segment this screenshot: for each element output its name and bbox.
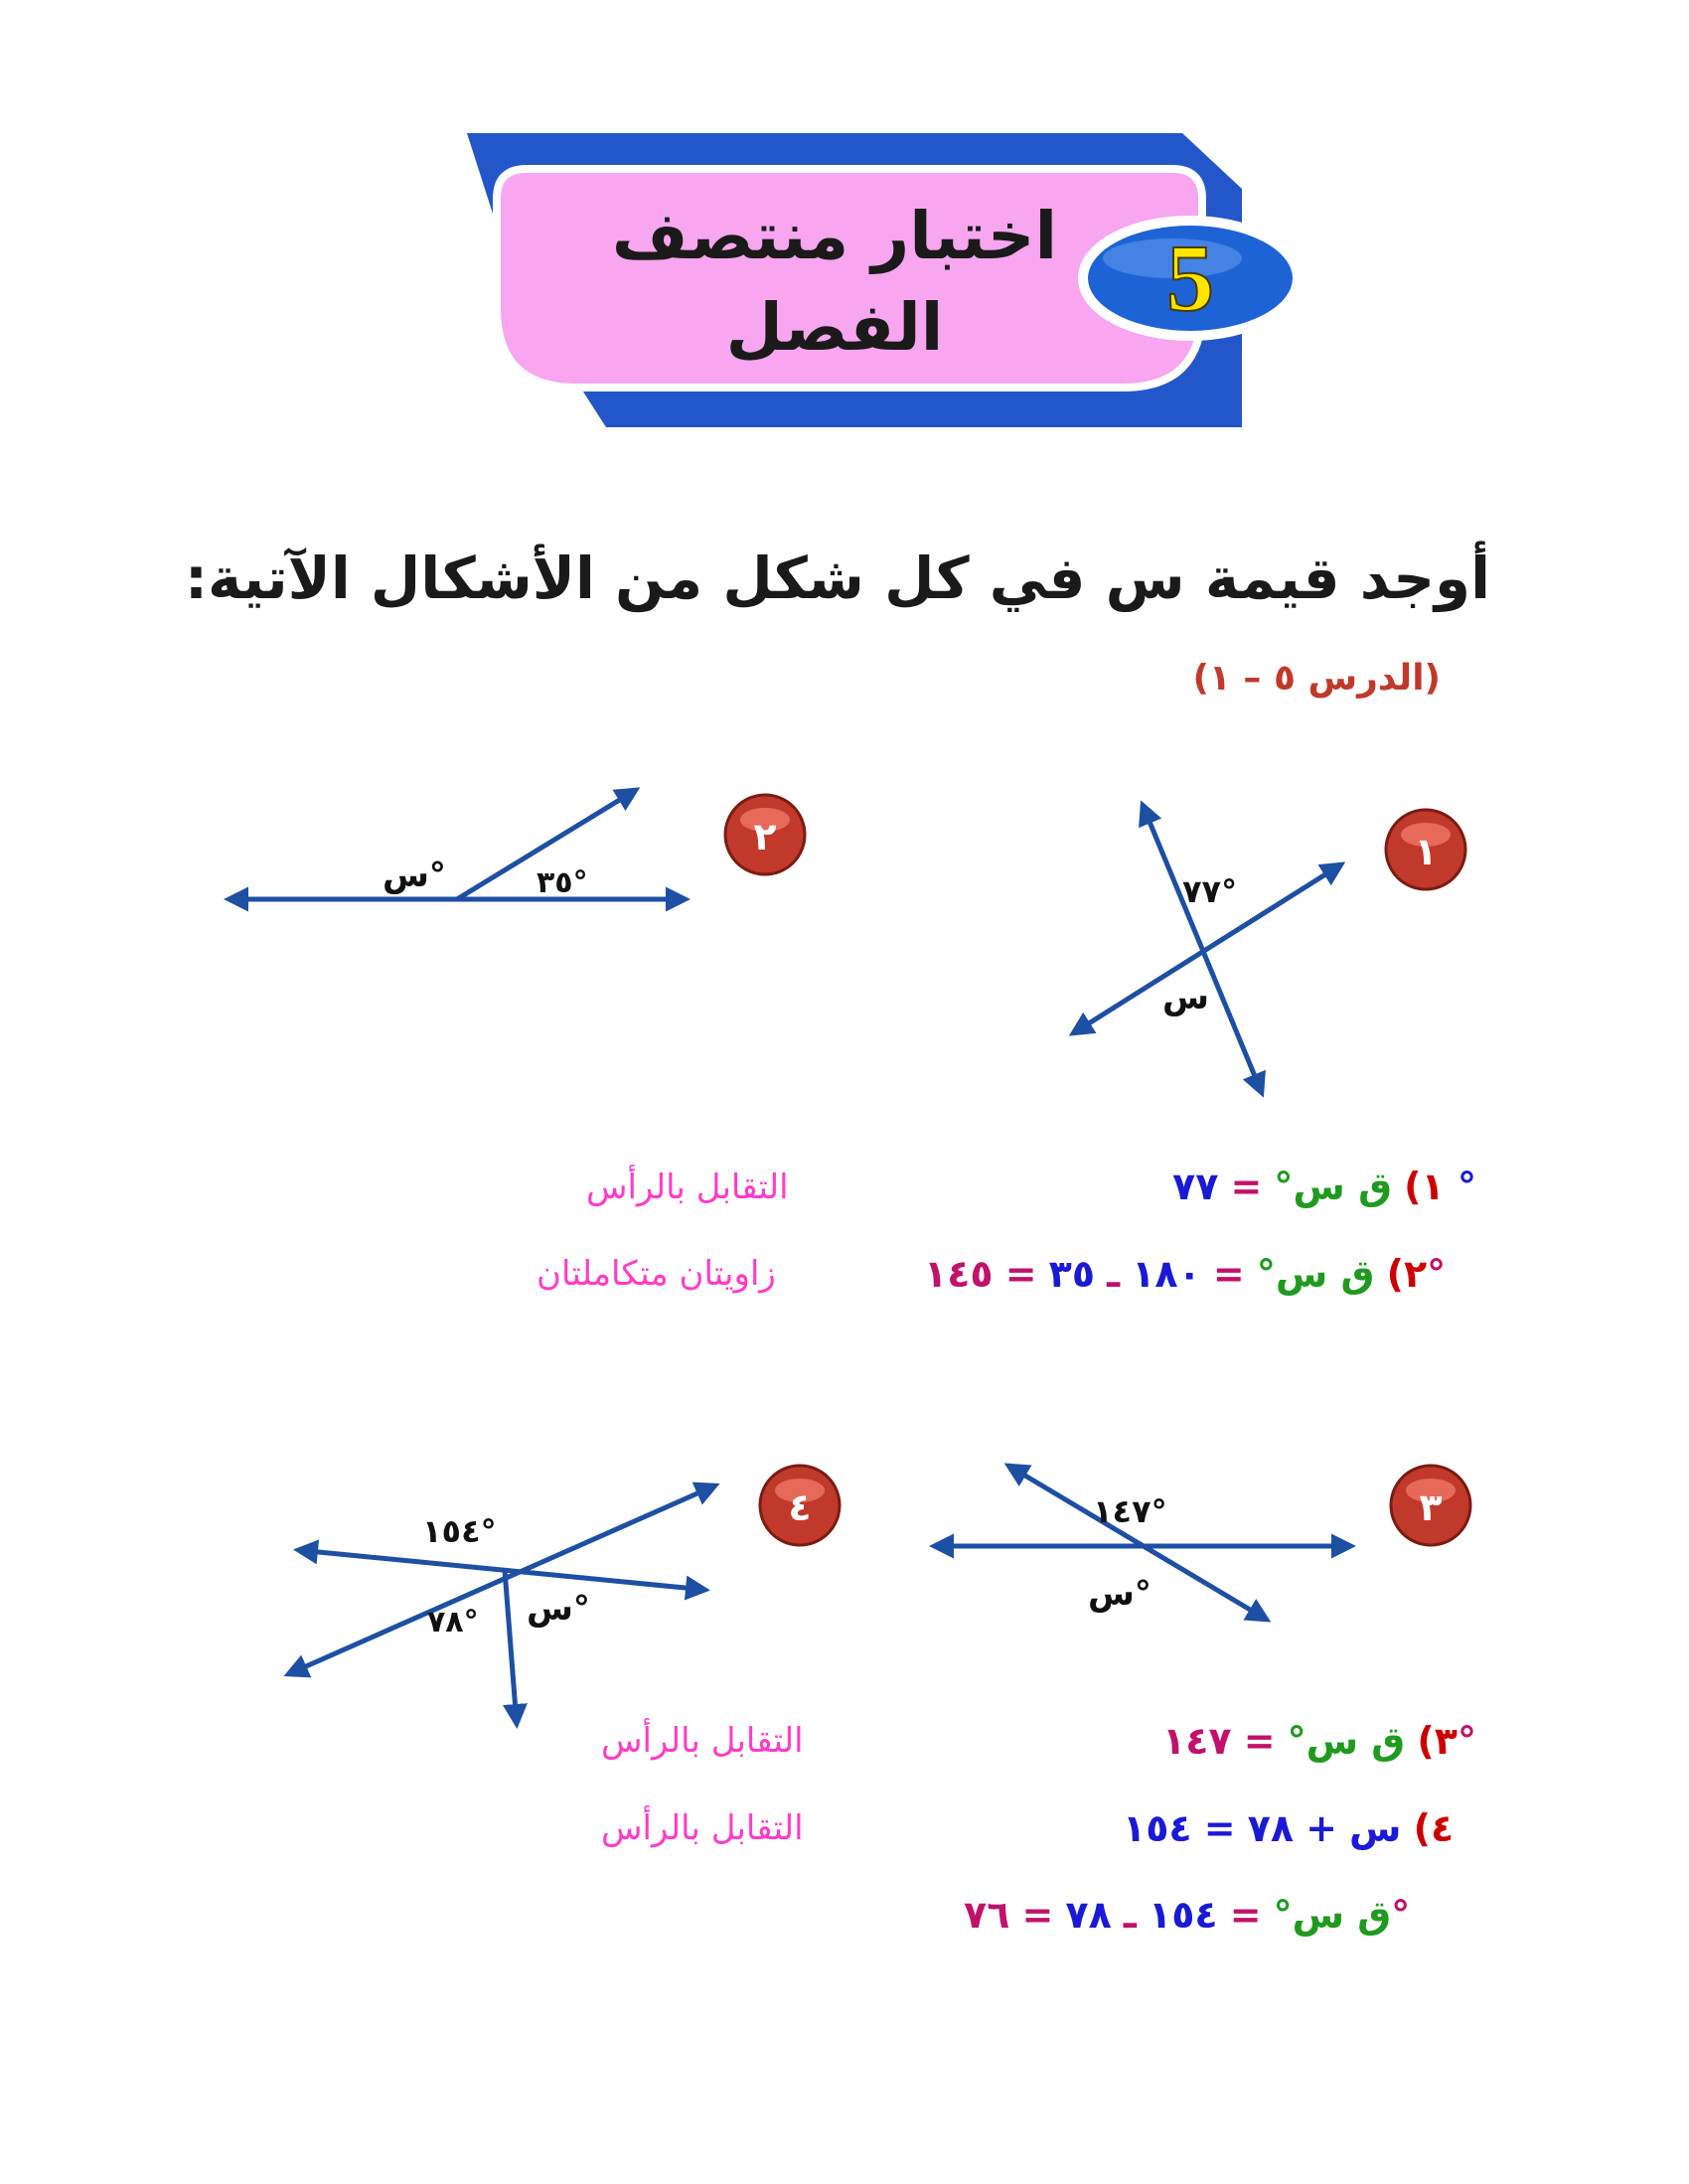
answer-2: ٢) ق س° = ١٨٠ ـ ٣٥ = ١٤٥°	[924, 1252, 1447, 1296]
figure-4-diagram	[278, 1471, 735, 1739]
banner-title-line2: الفصل	[725, 289, 944, 366]
reason-3: التقابل بالرأس	[601, 1721, 804, 1761]
figure-3-diagram	[924, 1451, 1361, 1639]
figure-1-diagram	[1053, 785, 1371, 1113]
figure-4-angle-b-label: ٧٨°	[427, 1605, 479, 1639]
figure-3-angle-label: ١٤٧°	[1093, 1492, 1167, 1530]
answer-4-result: ق س° = ١٥٤ ـ ٧٨ = ٧٦°	[964, 1893, 1411, 1937]
figure-2-number: ٢	[753, 815, 777, 858]
answer-3: ٣) ق س° = ١٤٧°	[1162, 1719, 1476, 1763]
figure-1-x-label: س	[1162, 978, 1209, 1017]
reason-1: التقابل بالرأس	[586, 1168, 789, 1207]
chapter-banner	[457, 129, 1331, 437]
figure-4-badge	[755, 1461, 844, 1550]
figure-2-diagram	[219, 775, 695, 924]
figure-2-badge	[720, 790, 810, 879]
figure-3-number: ٣	[1419, 1485, 1443, 1529]
reason-2: زاويتان متكاملتان	[537, 1254, 776, 1294]
answer-4: ٤) س + ٧٨ = ١٥٤	[1123, 1806, 1455, 1850]
figure-3-badge	[1386, 1461, 1475, 1550]
instruction-text: أوجد قيمة س في كل شكل من الأشكال الآتية:	[184, 545, 1490, 612]
figure-1-angle-label: ٧٧°	[1182, 872, 1238, 910]
banner-title-line1: اختبار منتصف	[611, 198, 1058, 274]
lesson-reference: (الدرس ٥ – ١)	[1192, 658, 1441, 699]
chapter-number: 5	[1166, 225, 1214, 331]
answer-1: ١) ق س° = ٧٧ °	[1172, 1165, 1476, 1208]
figure-4-x-label: س°	[527, 1589, 590, 1629]
figure-2-x-label: س°	[383, 856, 446, 895]
figure-4-angle-a-label: ١٥٤°	[422, 1512, 497, 1550]
reason-4: التقابل بالرأس	[601, 1808, 804, 1848]
figure-2-angle-label: ٣٥°	[537, 865, 588, 900]
figure-4-number: ٤	[788, 1485, 812, 1529]
figure-1-badge	[1381, 805, 1470, 894]
figure-1-number: ١	[1414, 830, 1438, 873]
figure-3-x-label: س°	[1088, 1574, 1152, 1614]
